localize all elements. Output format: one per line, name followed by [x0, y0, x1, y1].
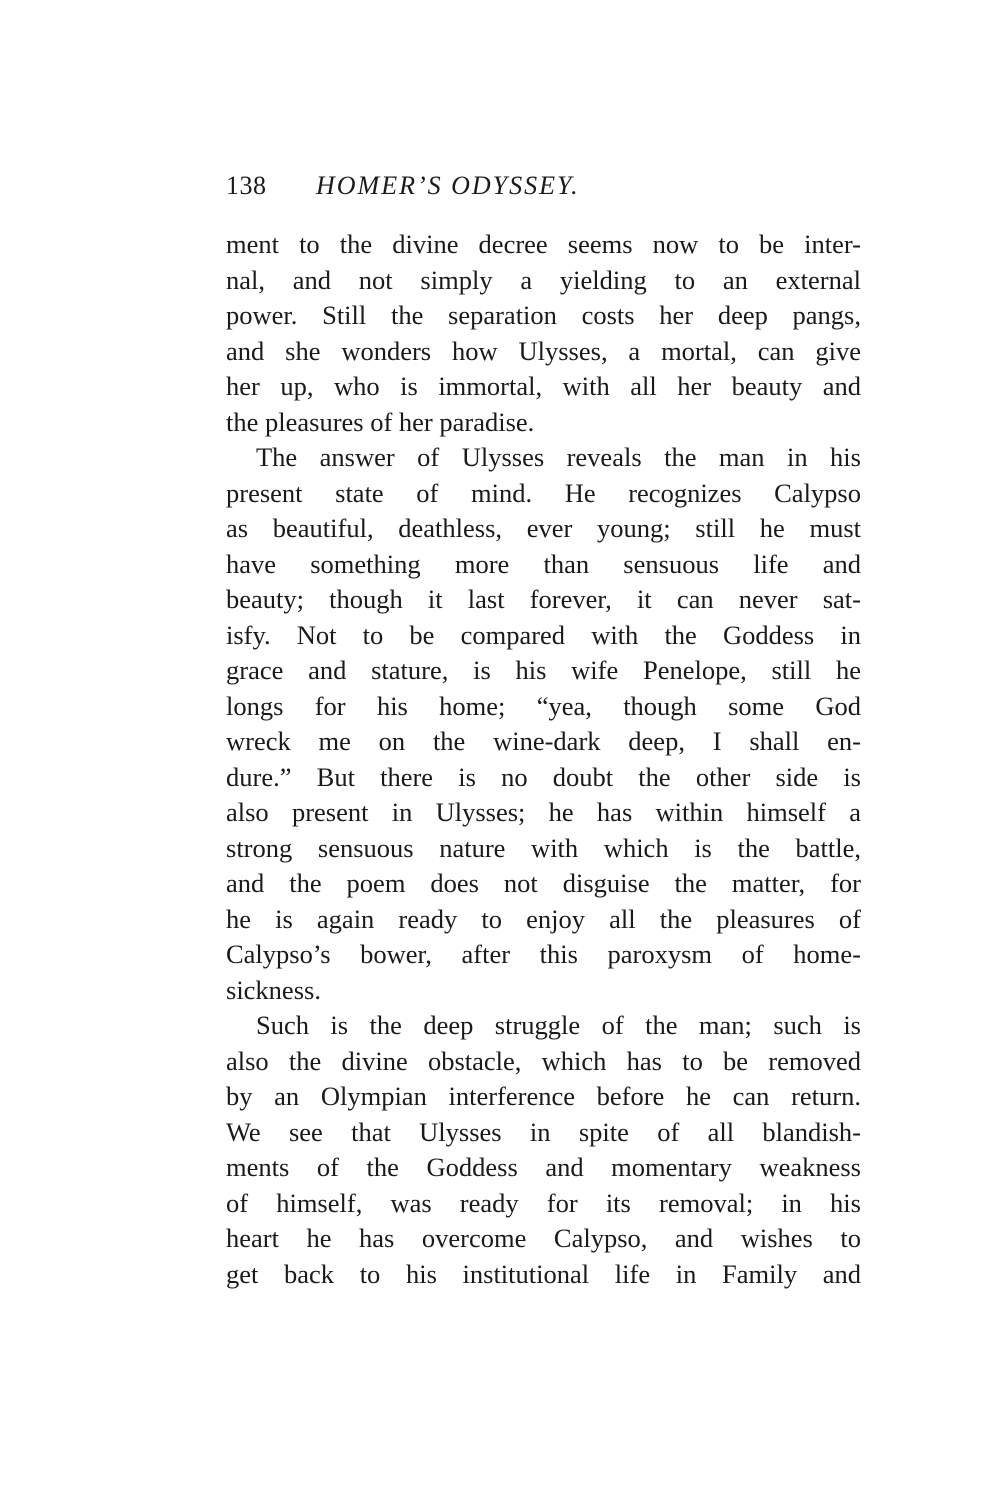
text-line: and the poem does not disguise the matter, for — [226, 868, 861, 898]
paragraph — [226, 227, 861, 440]
text-line: beauty; though it last forever, it can never sat- — [226, 584, 861, 614]
text-line: nal, and not simply a yielding to an external — [226, 264, 861, 295]
text-line: heart he has overcome Calypso, and wishes to — [226, 1223, 861, 1253]
text-line: Such is the deep struggle of the man; such is — [256, 1010, 861, 1040]
text-line: grace and stature, is his wife Penelope, still he — [226, 655, 861, 685]
page-number: 138 — [226, 171, 267, 200]
body-text — [226, 227, 861, 1292]
text-line: present state of mind. He recognizes Calypso — [226, 477, 861, 508]
text-line: get back to his institutional life in Family and — [226, 1258, 861, 1289]
text-line: also the divine obstacle, which has to be removed — [226, 1045, 861, 1076]
text-line: also present in Ulysses; he has within himself a — [226, 797, 861, 827]
text-line: of himself, was ready for its removal; in his — [226, 1187, 861, 1218]
text-line: dure.” But there is no doubt the other side is — [226, 761, 861, 792]
text-line: isfy. Not to be compared with the Goddess in — [226, 619, 861, 650]
text-line: ment to the divine decree seems now to be inter- — [226, 229, 861, 259]
text-line: by an Olympian interference before he can return. — [226, 1081, 861, 1111]
paragraph — [226, 440, 861, 1008]
paragraph — [226, 1008, 861, 1292]
text-line: he is again ready to enjoy all the pleasures of — [226, 903, 861, 934]
text-line: longs for his home; “yea, though some God — [226, 690, 861, 721]
text-line: wreck me on the wine-dark deep, I shall en- — [226, 726, 861, 756]
text-line: The answer of Ulysses reveals the man in his — [256, 442, 861, 472]
running-head — [226, 166, 861, 206]
text-line: strong sensuous nature with which is the battle, — [226, 832, 861, 863]
text-line: We see that Ulysses in spite of all blandish- — [226, 1116, 861, 1147]
text-line: sickness. — [226, 974, 321, 1005]
text-line: as beautiful, deathless, ever young; still he must — [226, 513, 861, 543]
text-line: power. Still the separation costs her deep pangs, — [226, 300, 861, 330]
text-line: the pleasures of her paradise. — [226, 406, 535, 437]
text-line: Calypso’s bower, after this paroxysm of home- — [226, 939, 861, 969]
text-line: ments of the Goddess and momentary weakness — [226, 1152, 861, 1182]
text-line: her up, who is immortal, with all her beauty and — [226, 371, 861, 401]
running-title: HOMER’S ODYSSEY. — [316, 171, 580, 200]
text-line: and she wonders how Ulysses, a mortal, can give — [226, 335, 861, 366]
text-line: have something more than sensuous life and — [226, 548, 861, 579]
